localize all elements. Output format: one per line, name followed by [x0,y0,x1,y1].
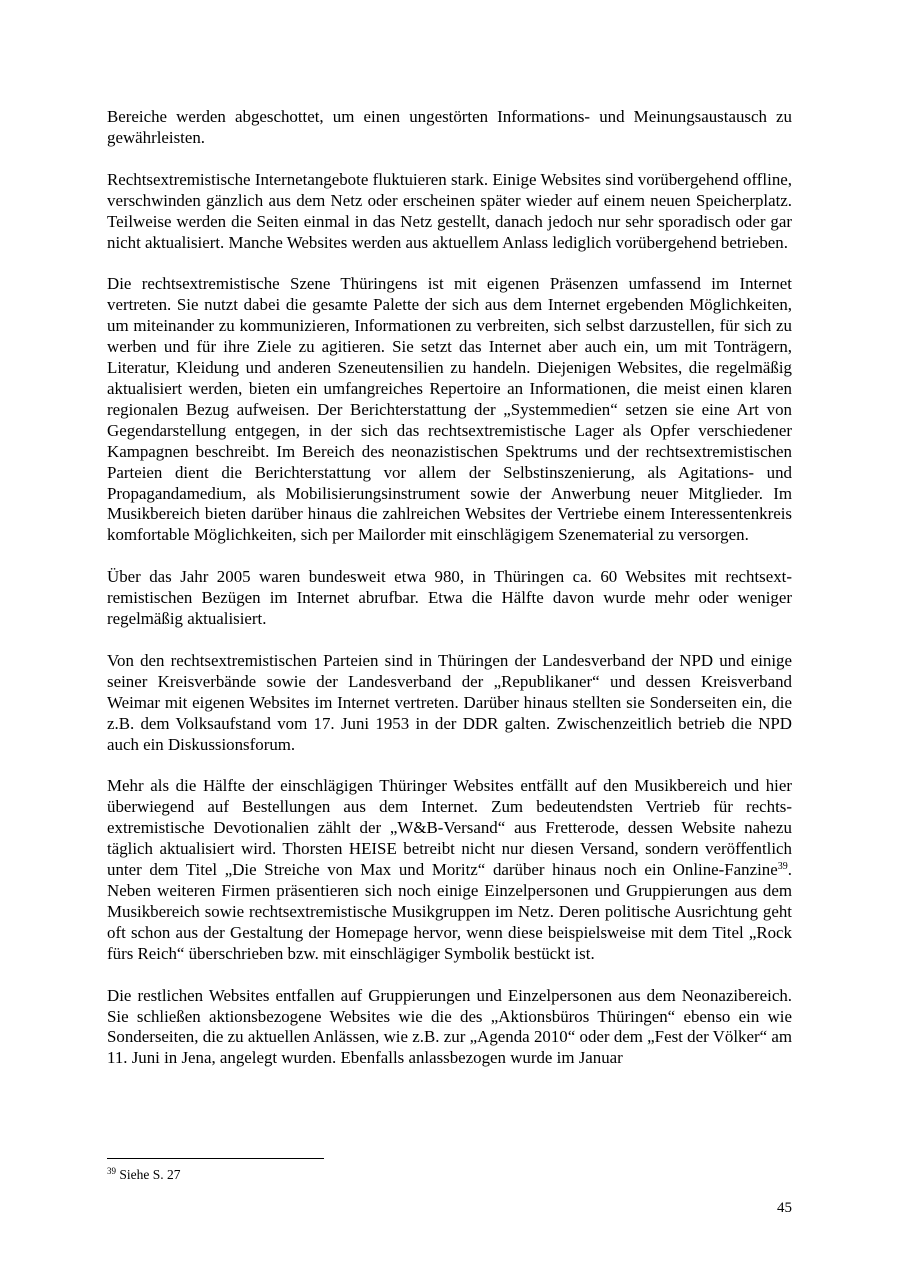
paragraph-1: Bereiche werden abgeschottet, um einen ungestörten Informations- und Meinungsaustausch zu gewährleisten. [107,107,792,147]
paragraph-5: Von den rechtsextremistischen Parteien sind in Thüringen der Landesverband der NPD und einige seiner Kreisverbände sowie der Landesverband der „Republikaner“ und dessen Kreisverband Weimar mit eigenen Websites im Internet vertreten. Darüber hinaus stellten sie Sonderseiten ein, die z.B. dem Volksaufstand vom 17. Juni 1953 in der DDR galten. Zwischenzeitlich betrieb die NPD auch ein Diskussionsforum. [107,650,792,754]
paragraph-7: Die restlichen Websites entfallen auf Gruppierungen und Einzelpersonen aus dem Neonazibereich. Sie schließen aktionsbezogene Websites wie die des „Aktionsbüros Thüringen“ ebenso ein wie Sonderseiten, die zu aktuellen Anlässen, wie z.B. zur „Agenda 2010“ oder dem „Fest der Völker“ am 11. Juni in Jena, angelegt wurden. Ebenfalls anlassbezogen wurde im Januar [107,985,792,1068]
paragraph-4: Über das Jahr 2005 waren bundesweit etwa 980, in Thüringen ca. 60 Websites mit rechtsextremistischen Bezügen im Internet abrufbar. Etwa die Hälfte davon wurde mehr oder weniger regelmäßig aktualisiert. [107,567,792,629]
body-text [107,107,792,1090]
footnote-number: 39 [107,1166,116,1176]
footnote-text: Siehe S. 27 [116,1167,181,1182]
footnote [107,1167,181,1183]
page-number: 45 [777,1200,792,1216]
paragraph-2: Rechtsextremistische Internetangebote fluktuieren stark. Einige Websites sind vorübergehend offline, verschwinden gänzlich aus dem Netz oder erscheinen später wieder auf einem neuen Speicherplatz. Teilweise werden die Seiten einmal in das Netz gestellt, danach jedoch nur sehr sporadisch oder gar nicht aktualisiert. Manche Websites werden aus aktuellem Anlass lediglich vorübergehend betrieben. [107,169,792,252]
paragraph-6-text-a: Mehr als die Hälfte der einschlägigen Thüringer Websites entfällt auf den Musikbereich und hier überwiegend auf Bestellungen aus dem Internet. Zum bedeutendsten Vertrieb für rechtsextremistische Devotionalien zählt der „W&B-Versand“ aus Fretterode, dessen Website nahezu täglich aktualisiert wird. Thorsten HEISE betreibt nicht nur diesen Versand, sondern veröffentlich unter dem Titel „Die Streiche von Max und Moritz“ darüber hinaus noch ein Online-Fanzine [107,776,792,880]
paragraph-3: Die rechtsextremistische Szene Thüringens ist mit eigenen Präsenzen umfassend im Internet vertreten. Sie nutzt dabei die gesamte Palette der sich aus dem Internet ergebenden Möglichkeiten, um miteinander zu kommunizieren, Informationen zu verbreiten, sich selbst darzustellen, für sich zu werben und für ihre Ziele zu agitieren. Sie setzt das Internet aber auch ein, um mit Tonträgern, Literatur, Kleidung und anderen Szeneutensilien zu handeln. Diejenigen Websites, die regelmäßig aktualisiert werden, bieten ein umfangreiches Repertoire an Informationen, die meist einen klaren regionalen Bezug aufweisen. Der Berichterstattung der „Systemmedien“ setzen sie eine Art von Gegendarstellung entgegen, in der sich das rechtsextremistische Lager als Opfer verschiedener Kampagnen beschreibt. Im Bereich des neonazistischen Spektrums und der rechtsextremistischen Parteien dient die Berichterstattung vor allem der Selbstinszenierung, als Agitations- und Propagandamedium, als Mobilisierungsinstrument sowie der Anwerbung neuer Mitglieder. Im Musikbereich bieten darüber hinaus die zahlreichen Websites der Vertriebe einem Interessentenkreis komfortable Möglichkeiten, sich per Mailorder mit einschlägigem Szenematerial zu versorgen. [107,274,792,545]
paragraph-6-text-b: . Neben weiteren Firmen präsentieren sich noch einige Einzelpersonen und Gruppierungen aus dem Musikbereich sowie rechtsextremistische Musikgruppen im Netz. Deren politische Ausrichtung geht oft schon aus der Gestaltung der Homepage hervor, wenn diese beispielsweise mit dem Titel „Rock fürs Reich“ überschrieben bzw. mit einschlägiger Symbolik bestückt ist. [107,860,792,963]
paragraph-6 [107,776,792,964]
footnote-reference: 39 [777,861,788,873]
footnote-separator [107,1158,324,1159]
